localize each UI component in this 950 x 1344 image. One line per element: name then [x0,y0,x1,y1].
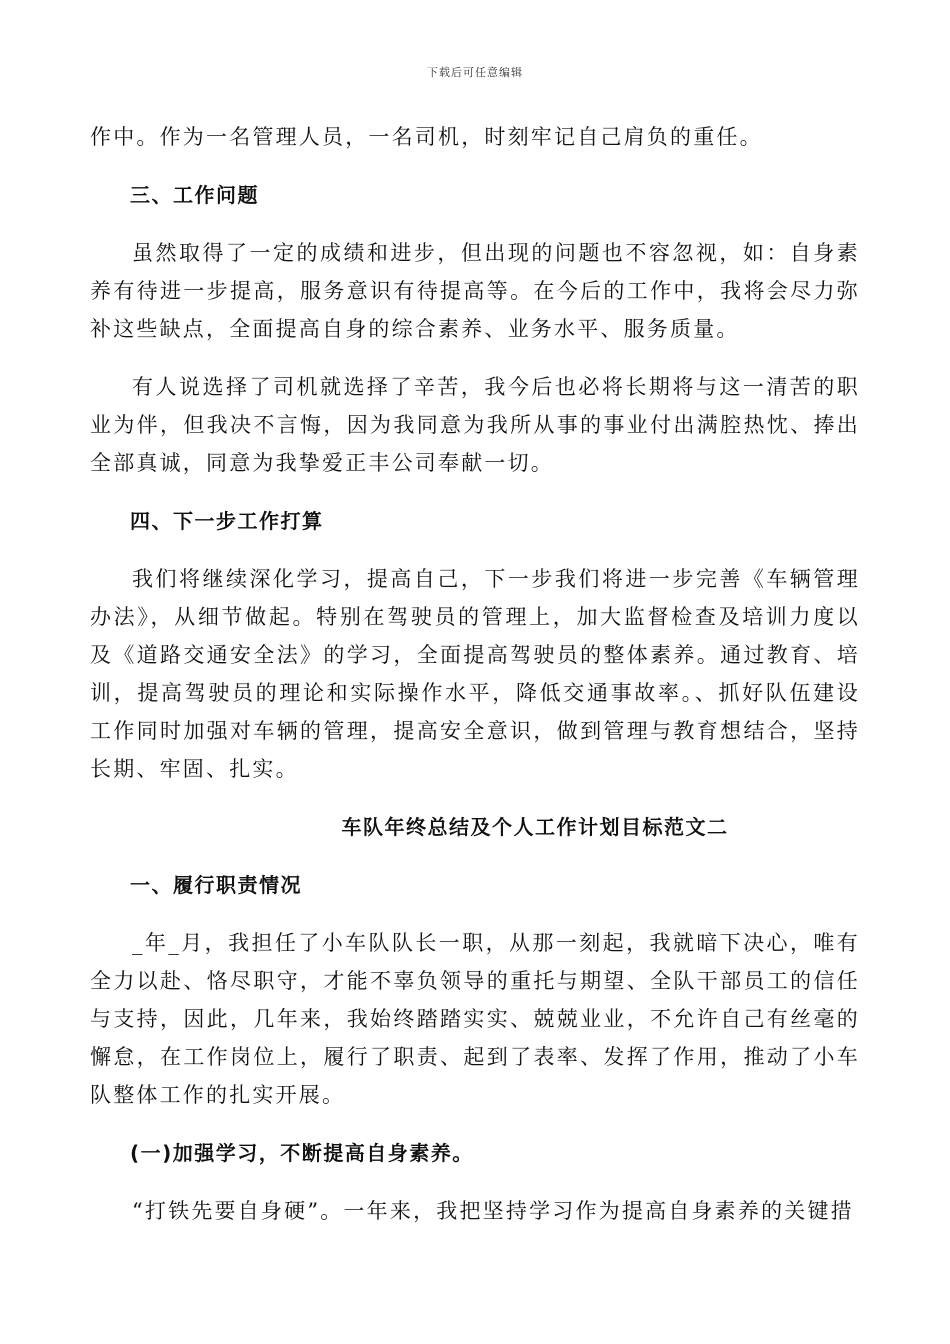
document-body [90,118,860,1250]
paragraph-duty: _年_月，我担任了小车队队长一职，从那一刻起，我就暗下决心，唯有全力以赴、恪尽职守，才能不辜负领导的重托与期望、全队干部员工的信任与支持，因此，几年来，我始终踏踏实实、兢兢业业，不允许自己有丝毫的懈怠，在工作岗位上，履行了职责、起到了表率、发挥了作用，推动了小车队整体工作的扎实开展。 [90,931,860,1107]
paragraph-hardship: 有人说选择了司机就选择了辛苦，我今后也必将长期将与这一清苦的职业为伴，但我决不言悔，因为我同意为我所从事的事业付出满腔热忱、捧出全部真诚，同意为我挚爱正丰公司奉献一切。 [90,375,860,475]
paragraph-continuation: 作中。作为一名管理人员，一名司机，时刻牢记自己肩负的重任。 [90,125,763,149]
section-heading-next-plan: 四、下一步工作打算 [130,509,324,533]
section-heading-duties: 一、履行职责情况 [130,873,302,897]
paragraph-plan: 我们将继续深化学习，提高自己，下一步我们将进一步完善《车辆管理办法》，从细节做起。特别在驾驶员的管理上，加大监督检查及培训力度以及《道路交通安全法》的学习，全面提高驾驶员的整体素养。通过教育、培训，提高驾驶员的理论和实际操作水平，降低交通事故率。、抓好队伍建设工作同时加强对车辆的管理，提高安全意识，做到管理与教育想结合，坚持长期、牢固、扎实。 [90,567,860,781]
page-header: 下载后可任意编辑 [427,66,523,79]
section-heading-problems: 三、工作问题 [130,183,259,207]
paragraph-study: “打铁先要自身硬”。一年来，我把坚持学习作为提高自身素养的关键措 [132,1199,854,1223]
subsection-heading-study: (一)加强学习，不断提高自身素养。 [130,1141,474,1165]
paragraph-problems: 虽然取得了一定的成绩和进步，但出现的问题也不容忽视，如：自身素养有待进一步提高，服务意识有待提高等。在今后的工作中，我将会尽力弥补这些缺点，全面提高自身的综合素养、业务水平、服务质量。 [90,241,860,341]
document-title-sample-two: 车队年终总结及个人工作计划目标范文二 [341,815,729,839]
